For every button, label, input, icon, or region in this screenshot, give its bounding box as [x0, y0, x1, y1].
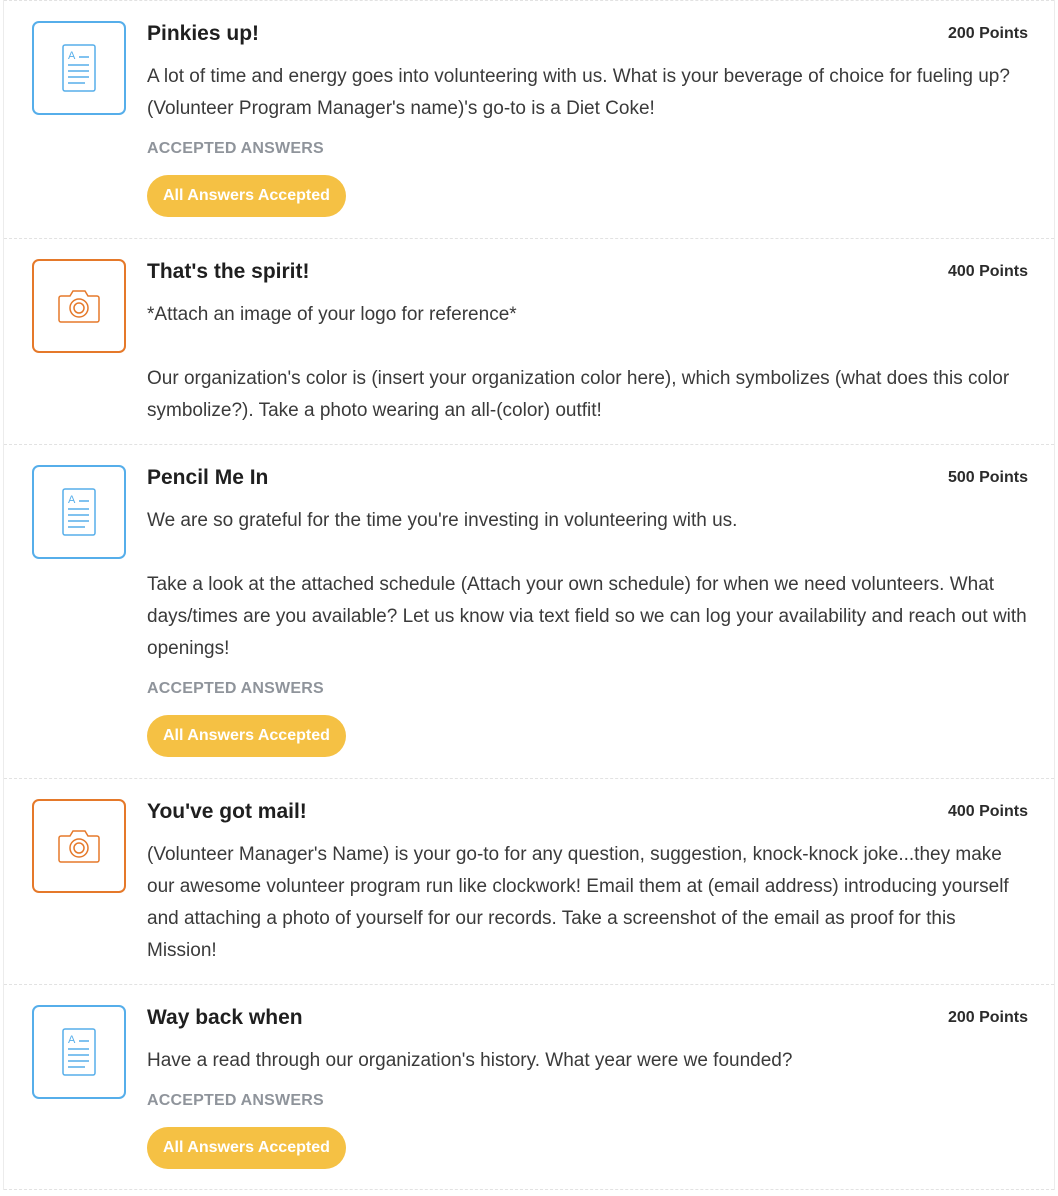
mission-title: Pencil Me In [147, 466, 269, 489]
mission-list [3, 0, 1055, 1190]
camera-icon [32, 259, 126, 353]
mission-item[interactable] [4, 444, 1054, 778]
description-paragraph: (Volunteer Manager's Name) is your go-to for any question, suggestion, knock-knock joke...they make our awesome volunteer program run like clockwork! Email them at (email address) introducing yourself and attaching a photo of yourself for our records. Take a screenshot of the email as proof for this Mission! [147, 844, 1009, 961]
mission-points: 200 Points [947, 25, 1028, 42]
all-answers-accepted-badge: All Answers Accepted [147, 1127, 346, 1169]
mission-description [147, 1045, 1028, 1077]
description-paragraph: Have a read through our organization's history. What year were we founded? [147, 1050, 793, 1071]
mission-description [147, 299, 1028, 427]
text-answer-icon [32, 465, 126, 559]
camera-icon [32, 799, 126, 893]
description-paragraph: Our organization's color is (insert your organization color here), which symbolizes (what does this color symbolize?). Take a photo wearing an all-(color) outfit! [147, 368, 1010, 421]
text-answer-icon [32, 1005, 126, 1099]
mission-points: 400 Points [947, 263, 1028, 280]
mission-title: That's the spirit! [147, 260, 310, 283]
svg-text:A: A [68, 494, 76, 506]
mission-item[interactable] [4, 0, 1054, 238]
accepted-answers-label: ACCEPTED ANSWERS [147, 1092, 324, 1109]
mission-title: Way back when [147, 1006, 303, 1029]
description-paragraph: We are so grateful for the time you're investing in volunteering with us. [147, 510, 738, 531]
svg-text:A: A [68, 50, 76, 62]
all-answers-accepted-badge: All Answers Accepted [147, 715, 346, 757]
accepted-answers-label: ACCEPTED ANSWERS [147, 140, 324, 157]
mission-item[interactable] [4, 984, 1054, 1190]
mission-item[interactable] [4, 778, 1054, 984]
all-answers-accepted-badge: All Answers Accepted [147, 175, 346, 217]
mission-points: 500 Points [947, 469, 1028, 486]
description-paragraph: *Attach an image of your logo for reference* [147, 304, 517, 325]
mission-item[interactable] [4, 238, 1054, 444]
mission-points: 400 Points [947, 803, 1028, 820]
text-answer-icon [32, 21, 126, 115]
mission-title: You've got mail! [147, 800, 307, 823]
svg-text:A: A [68, 1034, 76, 1046]
accepted-answers-label: ACCEPTED ANSWERS [147, 680, 324, 697]
description-paragraph: A lot of time and energy goes into volunteering with us. What is your beverage of choice for fueling up? (Volunteer Program Manager's name)'s go-to is a Diet Coke! [147, 66, 1010, 119]
description-paragraph: Take a look at the attached schedule (Attach your own schedule) for when we need volunteers. What days/times are you available? Let us know via text field so we can log your availability and reach out with openings! [147, 574, 1027, 659]
mission-description [147, 505, 1028, 665]
mission-title: Pinkies up! [147, 22, 260, 45]
mission-description [147, 839, 1028, 967]
mission-description [147, 61, 1028, 125]
mission-points: 200 Points [947, 1009, 1028, 1026]
